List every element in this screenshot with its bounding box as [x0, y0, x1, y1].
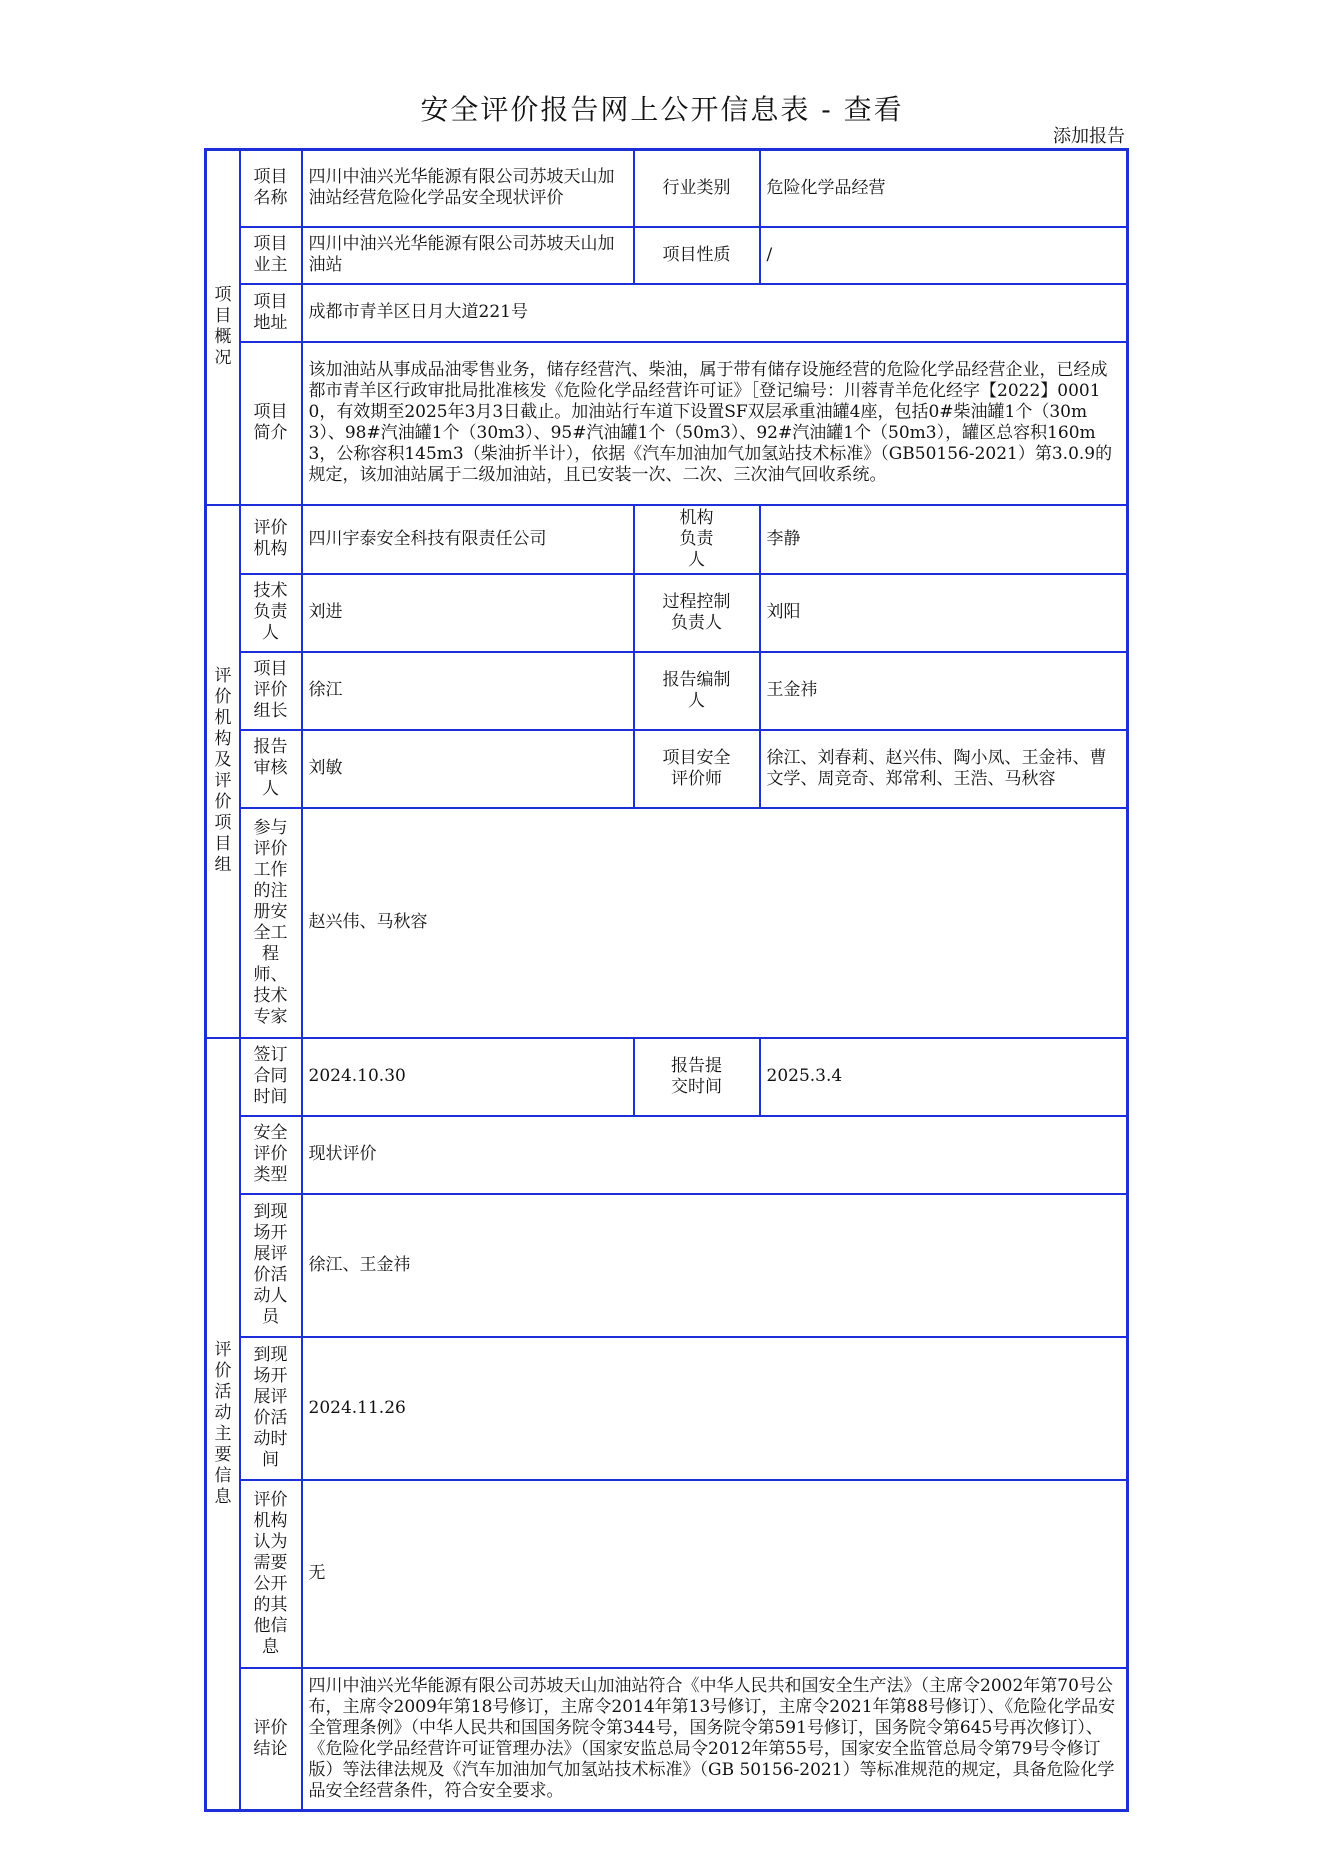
label-org-head: 机构负责人	[634, 505, 760, 574]
row-contract-date	[206, 1038, 1128, 1116]
row-project-name	[206, 150, 1128, 227]
contract-date-value: 2024.10.30	[302, 1038, 634, 1116]
other-info-value: 无	[302, 1480, 1128, 1668]
project-intro-value: 该加油站从事成品油零售业务，储存经营汽、柴油，属于带有储存设施经营的危险化学品经营企业，已经成都市青羊区行政审批局批准核发《危险化学品经营许可证》［登记编号：川蓉青羊危化经字【2022】00010，有效期至2025年3月3日截止。加油站行车道下设置SF双层承重油罐4座，包括0#柴油罐1个（30m3）、98#汽油罐1个（30m3）、95#汽油罐1个（50m3）、92#汽油罐1个（50m3），罐区总容积160m3，公称容积145m3（柴油折半计），依据《汽车加油加气加氢站技术标准》（GB50156-2021）第3.0.9的规定，该加油站属于二级加油站，且已安装一次、二次、三次油气回收系统。	[302, 342, 1128, 505]
onsite-staff-value: 徐江、王金祎	[302, 1194, 1128, 1337]
team-leader-value: 徐江	[302, 652, 634, 730]
label-report-reviewer: 报告审核人	[240, 730, 302, 808]
label-tech-head: 技术负责人	[240, 574, 302, 652]
submit-date-value: 2025.3.4	[760, 1038, 1128, 1116]
row-report-reviewer	[206, 730, 1128, 808]
label-project-name: 项目名称	[240, 150, 302, 227]
eval-type-value: 现状评价	[302, 1116, 1128, 1194]
process-head-value: 刘阳	[760, 574, 1128, 652]
page-title: 安全评价报告网上公开信息表 - 查看	[420, 93, 904, 126]
project-owner-value: 四川中油兴光华能源有限公司苏坡天山加油站	[302, 227, 634, 284]
report-author-value: 王金祎	[760, 652, 1128, 730]
label-project-address: 项目地址	[240, 284, 302, 342]
row-onsite-time	[206, 1337, 1128, 1480]
label-eval-type: 安全评价类型	[240, 1116, 302, 1194]
label-project-intro: 项目简介	[240, 342, 302, 505]
label-conclusion: 评价结论	[240, 1668, 302, 1811]
section-evaluation-org: 评价机构及评价项目组	[206, 505, 240, 1038]
row-project-owner	[206, 227, 1128, 284]
label-project-nature: 项目性质	[634, 227, 760, 284]
label-other-info: 评价机构认为需要公开的其他信息	[240, 1480, 302, 1668]
org-head-value: 李静	[760, 505, 1128, 574]
engineers-value: 赵兴伟、马秋容	[302, 808, 1128, 1038]
label-team-leader: 项目评价组长	[240, 652, 302, 730]
label-contract-date: 签订合同时间	[240, 1038, 302, 1116]
label-process-head: 过程控制负责人	[634, 574, 760, 652]
tech-head-value: 刘进	[302, 574, 634, 652]
label-industry: 行业类别	[634, 150, 760, 227]
label-eval-org: 评价机构	[240, 505, 302, 574]
row-engineers	[206, 808, 1128, 1038]
row-onsite-staff	[206, 1194, 1128, 1337]
row-team-leader	[206, 652, 1128, 730]
row-tech-head	[206, 574, 1128, 652]
info-table	[204, 148, 1129, 1812]
label-report-author: 报告编制人	[634, 652, 760, 730]
section-activity-info: 评价活动主要信息	[206, 1038, 240, 1811]
section-project-overview: 项目概况	[206, 150, 240, 505]
eval-org-value: 四川宇泰安全科技有限责任公司	[302, 505, 634, 574]
safety-evaluators-value: 徐江、刘春莉、赵兴伟、陶小凤、王金祎、曹文学、周竞奇、郑常利、王浩、马秋容	[760, 730, 1128, 808]
row-eval-type	[206, 1116, 1128, 1194]
row-project-intro	[206, 342, 1128, 505]
row-other-info	[206, 1480, 1128, 1668]
label-submit-date: 报告提交时间	[634, 1038, 760, 1116]
label-engineers: 参与评价工作的注册安全工程师、技术专家	[240, 808, 302, 1038]
row-eval-org	[206, 505, 1128, 574]
add-report-link[interactable]: 添加报告	[1053, 126, 1125, 147]
project-name-value: 四川中油兴光华能源有限公司苏坡天山加油站经营危险化学品安全现状评价	[302, 150, 634, 227]
industry-value: 危险化学品经营	[760, 150, 1128, 227]
label-safety-evaluators: 项目安全评价师	[634, 730, 760, 808]
onsite-time-value: 2024.11.26	[302, 1337, 1128, 1480]
label-onsite-staff: 到现场开展评价活动人员	[240, 1194, 302, 1337]
conclusion-value: 四川中油兴光华能源有限公司苏坡天山加油站符合《中华人民共和国安全生产法》（主席令2002年第70号公布，主席令2009年第18号修订，主席令2014年第13号修订，主席令2021年第88号修订）、《危险化学品安全管理条例》（中华人民共和国国务院令第344号，国务院令第591号修订，国务院令第645号再次修订）、《危险化学品经营许可证管理办法》（国家安监总局令2012年第55号，国家安全监管总局令第79号令修订版）等法律法规及《汽车加油加气加氢站技术标准》（GB 50156-2021）等标准规范的规定，具备危险化学品安全经营条件，符合安全要求。	[302, 1668, 1128, 1811]
project-address-value: 成都市青羊区日月大道221号	[302, 284, 1128, 342]
row-project-address	[206, 284, 1128, 342]
project-nature-value: /	[760, 227, 1128, 284]
label-onsite-time: 到现场开展评价活动时间	[240, 1337, 302, 1480]
row-conclusion	[206, 1668, 1128, 1811]
report-reviewer-value: 刘敏	[302, 730, 634, 808]
label-project-owner: 项目业主	[240, 227, 302, 284]
